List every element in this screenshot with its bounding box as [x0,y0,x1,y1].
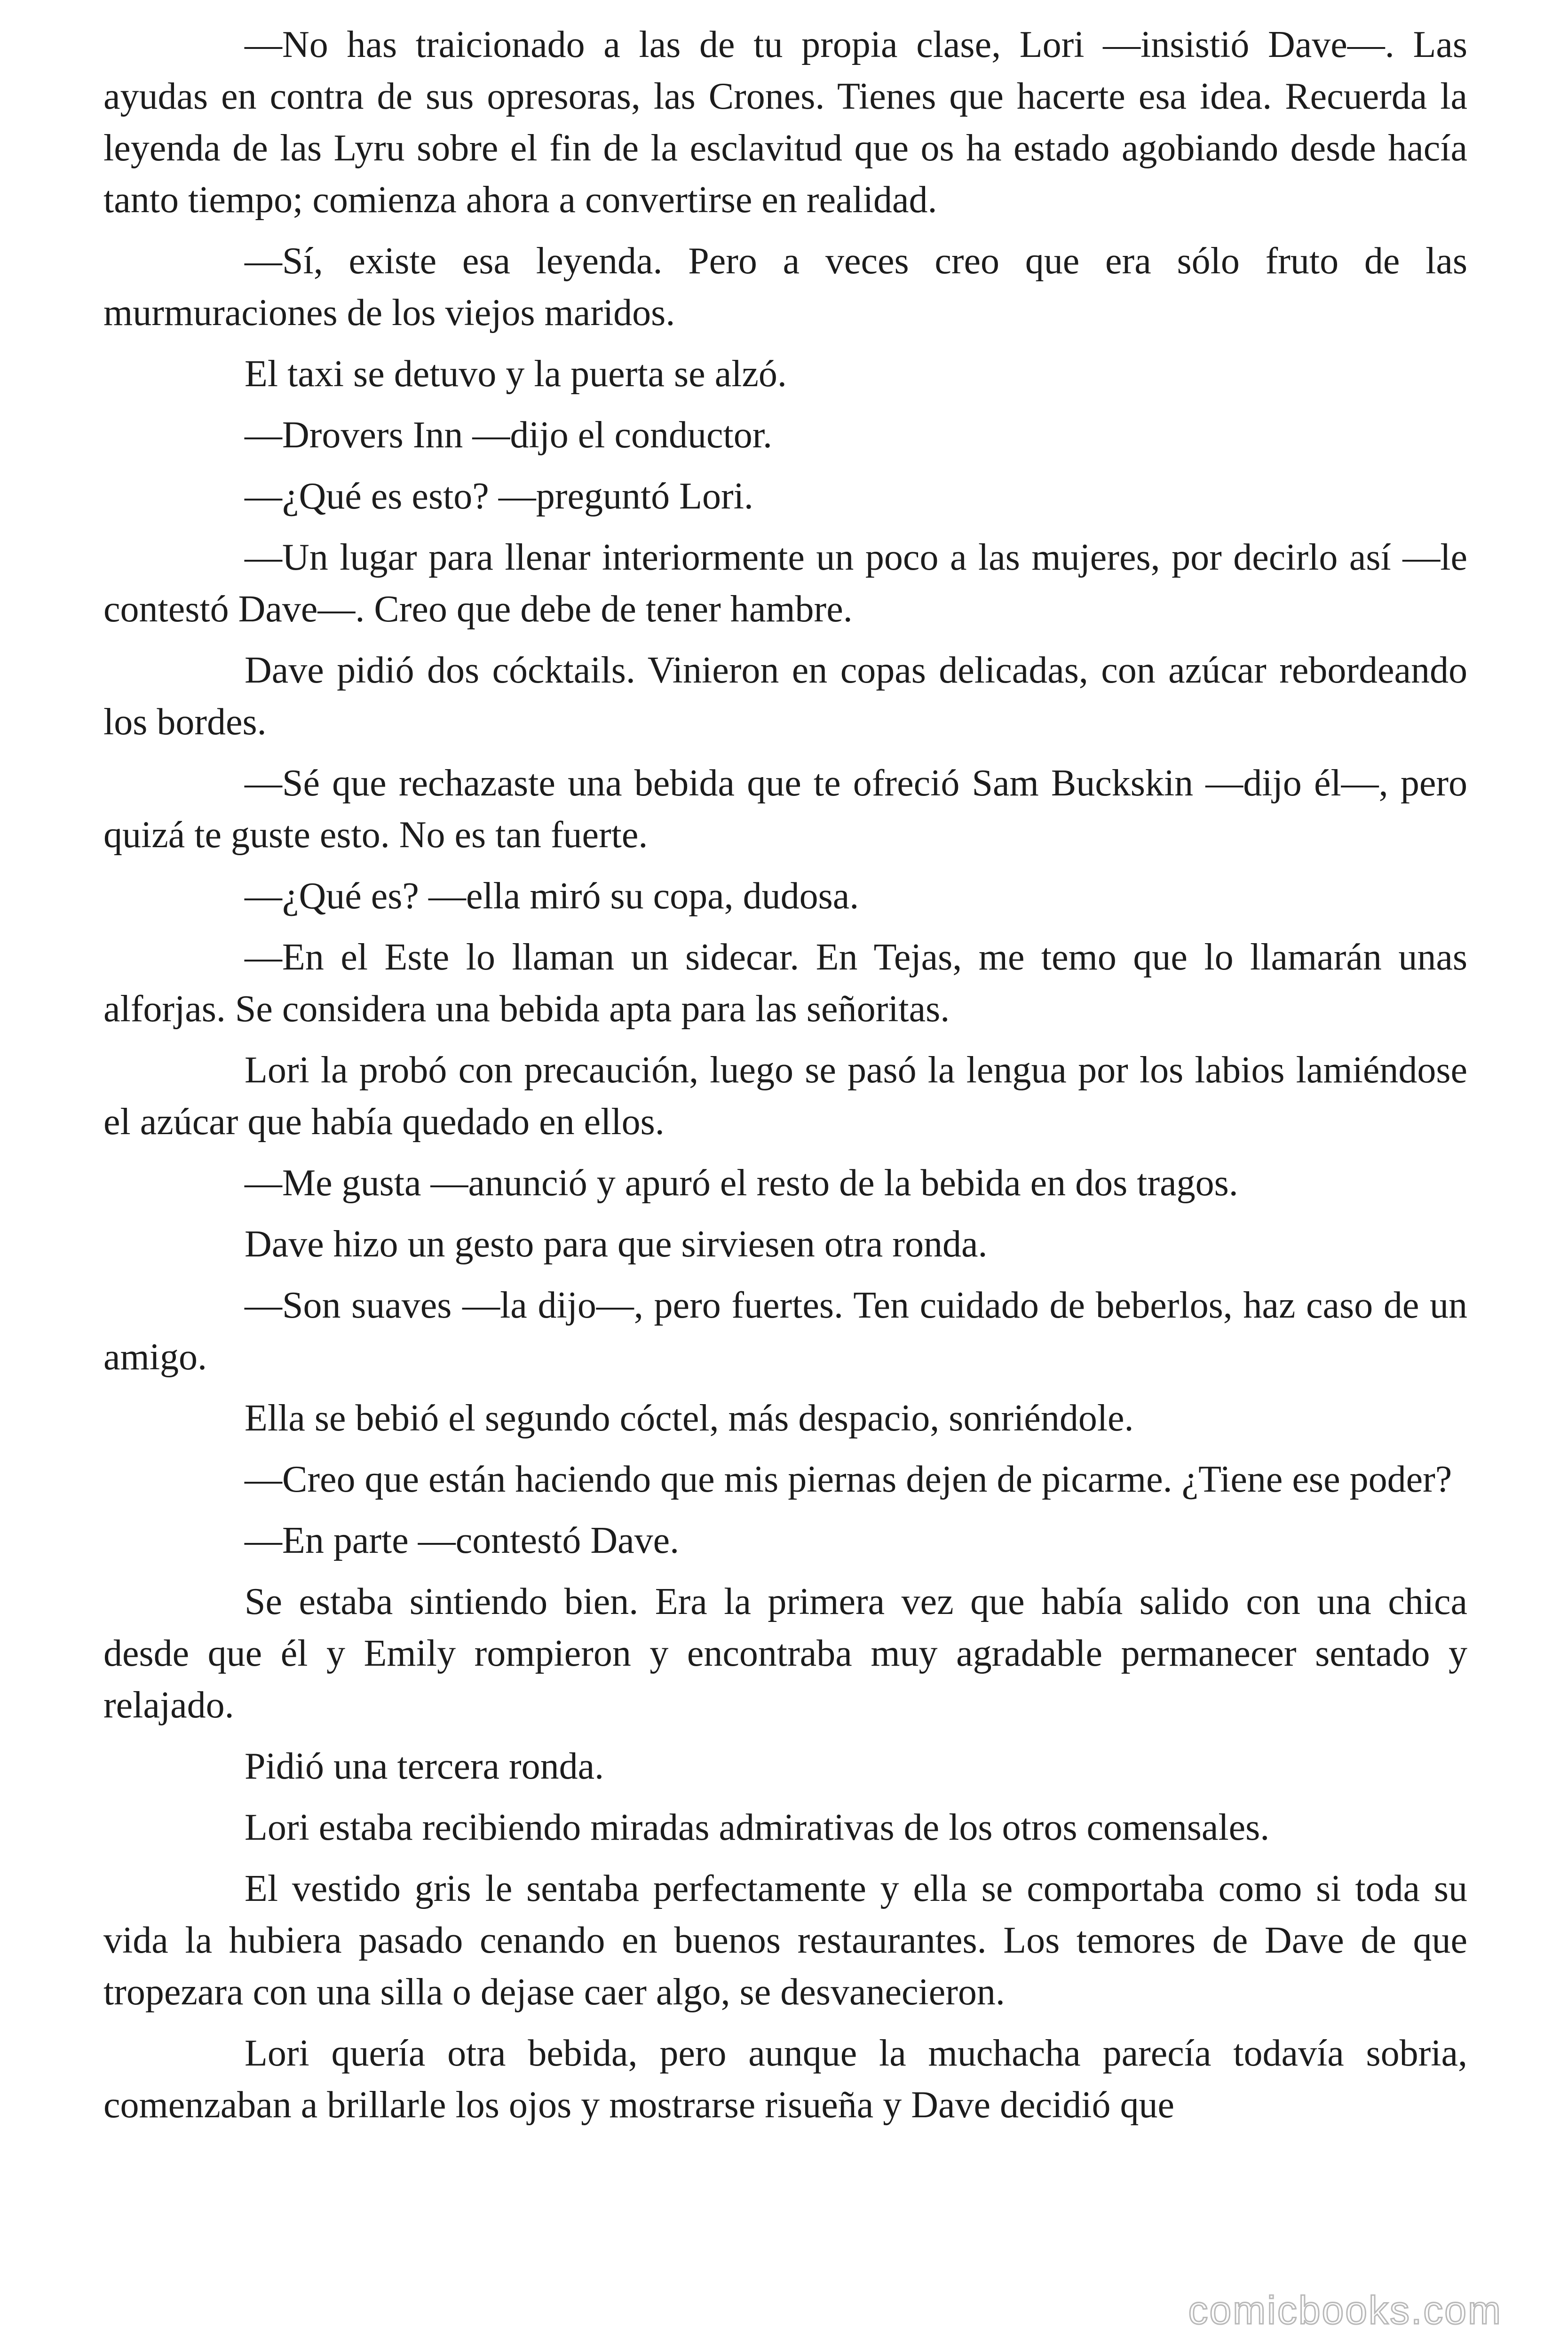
paragraph: Pidió una tercera ronda. [245,1746,604,1787]
watermark: comicbooks.com [1188,2288,1502,2332]
paragraph: —Son suaves —la dijo—, pero fuertes. Ten cuidado de beberlos, haz caso de un amigo. [103,1285,1467,1378]
paragraph: Se estaba sintiendo bien. Era la primera vez que había salido con una chica desde que él y Emily rompieron y encontraba muy agradable permanecer sentado y relajado. [103,1581,1467,1726]
paragraph: Dave hizo un gesto para que sirviesen otra ronda. [245,1224,988,1265]
paragraph: —¿Qué es esto? —preguntó Lori. [245,476,753,517]
paragraph: —Sé que rechazaste una bebida que te ofreció Sam Buckskin —dijo él—, pero quizá te guste esto. No es tan fuerte. [103,763,1467,856]
paragraph: —En parte —contestó Dave. [245,1520,680,1561]
paragraph: Dave pidió dos cócktails. Vinieron en copas delicadas, con azúcar rebordeando los bordes. [103,650,1467,743]
paragraph: Lori estaba recibiendo miradas admirativas de los otros comensales. [245,1807,1270,1848]
paragraph: —Un lugar para llenar interiormente un poco a las mujeres, por decirlo así —le contestó Dave—. Creo que debe de tener hambre. [103,537,1467,630]
paragraph: —Drovers Inn —dijo el conductor. [245,414,772,456]
paragraph: —¿Qué es? —ella miró su copa, dudosa. [245,875,859,917]
paragraph: El taxi se detuvo y la puerta se alzó. [245,353,787,395]
page-body [103,19,1467,2140]
paragraph: El vestido gris le sentaba perfectamente y ella se comportaba como si toda su vida la hubiera pasado cenando en buenos restaurantes. Los temores de Dave de que tropezara con una silla o dejase caer algo, se desvanecieron. [103,1868,1467,2013]
paragraph: Lori la probó con precaución, luego se pasó la lengua por los labios lamiéndose el azúcar que había quedado en ellos. [103,1049,1467,1143]
paragraph: Ella se bebió el segundo cóctel, más despacio, sonriéndole. [245,1398,1134,1439]
paragraph: —Creo que están haciendo que mis piernas dejen de picarme. ¿Tiene ese poder? [245,1459,1452,1500]
paragraph: —Sí, existe esa leyenda. Pero a veces creo que era sólo fruto de las murmuraciones de los viejos maridos. [103,240,1467,334]
paragraph: Lori quería otra bebida, pero aunque la muchacha parecía todavía sobria, comenzaban a brillarle los ojos y mostrarse risueña y Dave decidió que [103,2033,1467,2126]
paragraph: —No has traicionado a las de tu propia clase, Lori —insistió Dave—. Las ayudas en contra de sus opresoras, las Crones. Tienes que hacerte esa idea. Recuerda la leyenda de las Lyru sobre el fin de la esclavitud que os ha estado agobiando desde hacía tanto tiempo; comienza ahora a convertirse en realidad. [103,24,1467,221]
paragraph: —En el Este lo llaman un sidecar. En Tejas, me temo que lo llamarán unas alforjas. Se considera una bebida apta para las señoritas. [103,937,1467,1030]
paragraph: —Me gusta —anunció y apuró el resto de la bebida en dos tragos. [245,1162,1238,1204]
